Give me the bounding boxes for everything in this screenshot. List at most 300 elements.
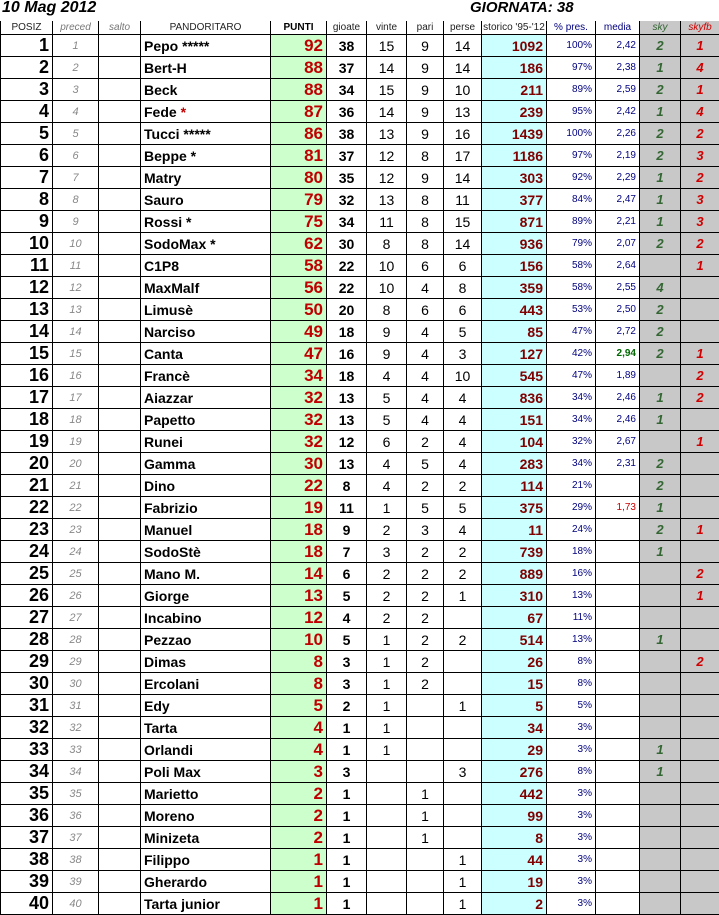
player-name-cell-value: Limusè xyxy=(144,302,193,318)
table-row xyxy=(1,145,719,167)
rank-cell xyxy=(1,123,53,145)
presence-cell xyxy=(547,255,596,277)
history-cell-value: 151 xyxy=(520,412,543,428)
presence-cell-value: 84% xyxy=(572,194,592,205)
skyfb-cell xyxy=(681,123,719,145)
skyfb-cell-value: 2 xyxy=(696,126,703,141)
skyfb-cell xyxy=(681,893,719,915)
history-cell-value: 29 xyxy=(527,742,543,758)
player-name-cell-value: Dino xyxy=(144,478,175,494)
jump-cell xyxy=(99,519,141,541)
presence-cell xyxy=(547,321,596,343)
played-cell xyxy=(327,321,367,343)
played-cell xyxy=(327,739,367,761)
presence-cell-value: 3% xyxy=(578,788,592,799)
history-cell-value: 442 xyxy=(520,786,543,802)
played-cell-value: 3 xyxy=(343,764,351,780)
skyfb-cell-value: 3 xyxy=(696,148,703,163)
prev-rank-cell xyxy=(53,453,99,475)
skyfb-cell xyxy=(681,299,719,321)
rank-cell-value: 26 xyxy=(29,585,49,605)
played-cell xyxy=(327,365,367,387)
jump-cell xyxy=(99,409,141,431)
average-cell xyxy=(596,497,640,519)
draws-cell-value: 2 xyxy=(421,654,429,670)
standings-table xyxy=(0,21,719,915)
skyfb-cell xyxy=(681,101,719,123)
played-cell-value: 1 xyxy=(343,874,351,890)
prev-rank-cell xyxy=(53,343,99,365)
jump-cell xyxy=(99,189,141,211)
played-cell-value: 1 xyxy=(343,786,351,802)
wins-cell-value: 5 xyxy=(383,412,391,428)
presence-cell xyxy=(547,387,596,409)
sky-cell xyxy=(640,167,681,189)
played-cell xyxy=(327,167,367,189)
draws-cell xyxy=(407,453,444,475)
skyfb-cell-value: 3 xyxy=(696,192,703,207)
presence-cell xyxy=(547,805,596,827)
sky-cell xyxy=(640,365,681,387)
average-cell-value: 2,94 xyxy=(617,348,636,359)
points-cell-value: 92 xyxy=(304,36,323,55)
wins-cell xyxy=(367,299,407,321)
rank-cell-value: 7 xyxy=(39,167,49,187)
prev-rank-cell-value: 14 xyxy=(69,326,81,338)
rank-cell xyxy=(1,453,53,475)
player-name-cell xyxy=(141,805,271,827)
played-cell-value: 35 xyxy=(339,170,355,186)
losses-cell-value: 10 xyxy=(455,368,471,384)
rank-cell xyxy=(1,805,53,827)
skyfb-cell-value: 1 xyxy=(696,346,703,361)
prev-rank-cell-value: 6 xyxy=(72,150,78,162)
points-cell xyxy=(271,453,327,475)
prev-rank-cell xyxy=(53,585,99,607)
player-name-cell-value: Rossi * xyxy=(144,214,191,230)
player-name-cell-value: Beppe * xyxy=(144,148,196,164)
prev-rank-cell-value: 18 xyxy=(69,414,81,426)
wins-cell-value: 4 xyxy=(383,478,391,494)
player-name-cell xyxy=(141,519,271,541)
wins-cell-value: 6 xyxy=(383,434,391,450)
points-cell xyxy=(271,101,327,123)
wins-cell-value: 1 xyxy=(383,654,391,670)
draws-cell xyxy=(407,365,444,387)
points-cell-value: 79 xyxy=(304,190,323,209)
average-cell-value: 2,46 xyxy=(617,414,636,425)
rank-cell-value: 2 xyxy=(39,57,49,77)
skyfb-cell xyxy=(681,409,719,431)
jump-cell xyxy=(99,475,141,497)
played-cell xyxy=(327,717,367,739)
sky-cell-value: 2 xyxy=(656,478,663,493)
player-name-cell-value: Manuel xyxy=(144,522,192,538)
points-cell-value: 58 xyxy=(304,256,323,275)
player-name-cell-value: Aiazzar xyxy=(144,390,193,406)
wins-cell-value: 13 xyxy=(379,126,395,142)
history-cell xyxy=(482,805,547,827)
played-cell-value: 1 xyxy=(343,742,351,758)
played-cell xyxy=(327,277,367,299)
player-name-cell xyxy=(141,849,271,871)
sky-cell xyxy=(640,387,681,409)
average-cell xyxy=(596,123,640,145)
col-storico: storico '95-'12 xyxy=(482,21,547,35)
rank-cell xyxy=(1,849,53,871)
history-cell-value: 239 xyxy=(520,104,543,120)
points-cell-value: 18 xyxy=(304,520,323,539)
rank-cell xyxy=(1,541,53,563)
player-name-cell-value: Pezzao xyxy=(144,632,191,648)
average-cell-value: 2,67 xyxy=(617,436,636,447)
played-cell-value: 2 xyxy=(343,698,351,714)
rank-cell xyxy=(1,277,53,299)
history-cell xyxy=(482,453,547,475)
rank-cell-value: 24 xyxy=(29,541,49,561)
rank-cell xyxy=(1,695,53,717)
jump-cell xyxy=(99,167,141,189)
wins-cell xyxy=(367,783,407,805)
losses-cell-value: 2 xyxy=(459,478,467,494)
draws-cell-value: 6 xyxy=(421,258,429,274)
player-name-cell xyxy=(141,497,271,519)
points-cell-value: 32 xyxy=(304,432,323,451)
losses-cell xyxy=(444,497,482,519)
wins-cell xyxy=(367,321,407,343)
prev-rank-cell-value: 29 xyxy=(69,656,81,668)
prev-rank-cell xyxy=(53,783,99,805)
player-name-cell-value: Mano M. xyxy=(144,566,200,582)
skyfb-cell xyxy=(681,387,719,409)
losses-cell xyxy=(444,255,482,277)
skyfb-cell xyxy=(681,233,719,255)
rank-cell xyxy=(1,57,53,79)
player-name-cell-value: C1P8 xyxy=(144,258,179,274)
presence-cell xyxy=(547,871,596,893)
points-cell xyxy=(271,673,327,695)
losses-cell-value: 14 xyxy=(455,236,471,252)
average-cell-value: 2,47 xyxy=(617,194,636,205)
sky-cell xyxy=(640,453,681,475)
average-cell xyxy=(596,893,640,915)
points-cell xyxy=(271,123,327,145)
player-name-cell-value: Moreno xyxy=(144,808,195,824)
history-cell-value: 26 xyxy=(527,654,543,670)
jump-cell xyxy=(99,629,141,651)
wins-cell-value: 14 xyxy=(379,60,395,76)
presence-cell-value: 3% xyxy=(578,722,592,733)
draws-cell xyxy=(407,651,444,673)
history-cell xyxy=(482,145,547,167)
played-cell xyxy=(327,849,367,871)
skyfb-cell xyxy=(681,343,719,365)
played-cell-value: 32 xyxy=(339,192,355,208)
jump-cell xyxy=(99,739,141,761)
sky-cell xyxy=(640,651,681,673)
rank-cell xyxy=(1,871,53,893)
draws-cell-value: 4 xyxy=(421,390,429,406)
losses-cell xyxy=(444,519,482,541)
prev-rank-cell xyxy=(53,651,99,673)
skyfb-cell xyxy=(681,79,719,101)
rank-cell xyxy=(1,739,53,761)
prev-rank-cell-value: 33 xyxy=(69,744,81,756)
average-cell xyxy=(596,563,640,585)
jump-cell xyxy=(99,893,141,915)
wins-cell xyxy=(367,145,407,167)
col-pres: % pres. xyxy=(547,21,596,35)
player-name-cell xyxy=(141,475,271,497)
col-skyfb: skyfb xyxy=(681,21,719,35)
played-cell xyxy=(327,299,367,321)
draws-cell-value: 9 xyxy=(421,38,429,54)
wins-cell-value: 10 xyxy=(379,280,395,296)
history-cell-value: 11 xyxy=(528,522,543,538)
prev-rank-cell xyxy=(53,365,99,387)
average-cell xyxy=(596,519,640,541)
wins-cell-value: 15 xyxy=(379,82,395,98)
jump-cell xyxy=(99,497,141,519)
prev-rank-cell-value: 37 xyxy=(69,832,81,844)
average-cell-value: 2,72 xyxy=(617,326,636,337)
table-row xyxy=(1,35,719,57)
played-cell-value: 18 xyxy=(339,324,355,340)
played-cell xyxy=(327,387,367,409)
wins-cell xyxy=(367,387,407,409)
jump-cell xyxy=(99,277,141,299)
sky-cell xyxy=(640,79,681,101)
prev-rank-cell-value: 31 xyxy=(69,700,81,712)
points-cell-value: 14 xyxy=(304,564,323,583)
points-cell xyxy=(271,409,327,431)
sky-cell xyxy=(640,299,681,321)
jump-cell xyxy=(99,827,141,849)
draws-cell-value: 9 xyxy=(421,104,429,120)
played-cell xyxy=(327,541,367,563)
played-cell xyxy=(327,651,367,673)
draws-cell-value: 2 xyxy=(421,610,429,626)
prev-rank-cell-value: 22 xyxy=(69,502,81,514)
history-cell-value: 1186 xyxy=(513,148,543,164)
prev-rank-cell-value: 7 xyxy=(72,172,78,184)
rank-cell-value: 25 xyxy=(29,563,49,583)
skyfb-cell xyxy=(681,321,719,343)
rank-cell-value: 12 xyxy=(29,277,49,297)
rank-cell xyxy=(1,783,53,805)
draws-cell xyxy=(407,409,444,431)
prev-rank-cell xyxy=(53,695,99,717)
rank-cell-value: 19 xyxy=(29,431,49,451)
played-cell xyxy=(327,519,367,541)
rank-cell-value: 20 xyxy=(29,453,49,473)
wins-cell xyxy=(367,519,407,541)
average-cell xyxy=(596,409,640,431)
points-cell xyxy=(271,761,327,783)
rank-cell-value: 38 xyxy=(29,849,49,869)
history-cell xyxy=(482,761,547,783)
prev-rank-cell-value: 16 xyxy=(69,370,81,382)
jump-cell xyxy=(99,79,141,101)
draws-cell xyxy=(407,541,444,563)
skyfb-cell xyxy=(681,497,719,519)
rank-cell xyxy=(1,321,53,343)
prev-rank-cell xyxy=(53,497,99,519)
average-cell xyxy=(596,101,640,123)
table-row xyxy=(1,783,719,805)
rank-cell-value: 40 xyxy=(29,893,49,913)
player-name-cell-value: Edy xyxy=(144,698,170,714)
player-name-cell xyxy=(141,871,271,893)
prev-rank-cell-value: 38 xyxy=(69,854,81,866)
prev-rank-cell xyxy=(53,211,99,233)
table-row xyxy=(1,431,719,453)
skyfb-cell xyxy=(681,673,719,695)
history-cell xyxy=(482,541,547,563)
player-name-cell-value: Filippo xyxy=(144,852,190,868)
played-cell xyxy=(327,101,367,123)
losses-cell xyxy=(444,849,482,871)
history-cell xyxy=(482,607,547,629)
sky-cell xyxy=(640,739,681,761)
history-cell xyxy=(482,321,547,343)
table-row xyxy=(1,607,719,629)
presence-cell-value: 97% xyxy=(572,150,592,161)
date-label: 10 Mag 2012 xyxy=(2,0,96,17)
wins-cell-value: 1 xyxy=(383,742,391,758)
player-name-cell xyxy=(141,343,271,365)
skyfb-cell xyxy=(681,255,719,277)
sky-cell xyxy=(640,211,681,233)
history-cell-value: 8 xyxy=(535,830,543,846)
rank-cell-value: 36 xyxy=(29,805,49,825)
rank-cell xyxy=(1,211,53,233)
presence-cell xyxy=(547,343,596,365)
presence-cell xyxy=(547,893,596,915)
presence-cell xyxy=(547,497,596,519)
draws-cell xyxy=(407,717,444,739)
col-punti: PUNTI xyxy=(271,21,327,35)
prev-rank-cell xyxy=(53,673,99,695)
table-row xyxy=(1,409,719,431)
skyfb-cell-value: 2 xyxy=(696,170,703,185)
presence-cell-value: 47% xyxy=(572,370,592,381)
presence-cell-value: 8% xyxy=(578,766,592,777)
table-row xyxy=(1,761,719,783)
average-cell xyxy=(596,629,640,651)
losses-cell xyxy=(444,475,482,497)
sky-cell-value: 1 xyxy=(656,104,663,119)
points-cell-value: 87 xyxy=(304,102,323,121)
played-cell xyxy=(327,695,367,717)
played-cell xyxy=(327,211,367,233)
played-cell xyxy=(327,409,367,431)
rank-cell xyxy=(1,101,53,123)
played-cell xyxy=(327,57,367,79)
prev-rank-cell xyxy=(53,563,99,585)
rank-cell-value: 16 xyxy=(29,365,49,385)
points-cell xyxy=(271,519,327,541)
presence-cell xyxy=(547,35,596,57)
wins-cell-value: 1 xyxy=(383,676,391,692)
losses-cell xyxy=(444,629,482,651)
skyfb-cell xyxy=(681,431,719,453)
presence-cell xyxy=(547,211,596,233)
jump-cell xyxy=(99,255,141,277)
rank-cell-value: 29 xyxy=(29,651,49,671)
sky-cell xyxy=(640,497,681,519)
history-cell-value: 99 xyxy=(527,808,543,824)
presence-cell-value: 100% xyxy=(566,40,592,51)
skyfb-cell xyxy=(681,563,719,585)
points-cell-value: 30 xyxy=(304,454,323,473)
jump-cell xyxy=(99,35,141,57)
skyfb-cell-value: 1 xyxy=(696,38,703,53)
played-cell-value: 38 xyxy=(339,38,355,54)
presence-cell-value: 89% xyxy=(572,84,592,95)
wins-cell xyxy=(367,255,407,277)
skyfb-cell xyxy=(681,827,719,849)
wins-cell xyxy=(367,365,407,387)
rank-cell-value: 1 xyxy=(39,35,49,55)
average-cell xyxy=(596,651,640,673)
wins-cell xyxy=(367,827,407,849)
average-cell xyxy=(596,321,640,343)
history-cell-value: 514 xyxy=(520,632,543,648)
presence-cell xyxy=(547,629,596,651)
losses-cell xyxy=(444,805,482,827)
points-cell xyxy=(271,827,327,849)
presence-cell-value: 89% xyxy=(572,216,592,227)
points-cell-value: 18 xyxy=(304,542,323,561)
draws-cell xyxy=(407,629,444,651)
points-cell xyxy=(271,607,327,629)
presence-cell xyxy=(547,695,596,717)
losses-cell-value: 4 xyxy=(459,390,467,406)
history-cell xyxy=(482,343,547,365)
history-cell-value: 44 xyxy=(527,852,543,868)
wins-cell xyxy=(367,585,407,607)
wins-cell-value: 9 xyxy=(383,346,391,362)
history-cell xyxy=(482,255,547,277)
prev-rank-cell-value: 28 xyxy=(69,634,81,646)
points-cell xyxy=(271,321,327,343)
sky-cell xyxy=(640,805,681,827)
losses-cell-value: 1 xyxy=(459,588,467,604)
history-cell xyxy=(482,123,547,145)
skyfb-cell xyxy=(681,871,719,893)
points-cell xyxy=(271,255,327,277)
player-name-cell xyxy=(141,563,271,585)
draws-cell-value: 2 xyxy=(421,632,429,648)
table-row xyxy=(1,651,719,673)
sky-cell-value: 1 xyxy=(656,412,663,427)
skyfb-cell-value: 2 xyxy=(696,236,703,251)
draws-cell-value: 5 xyxy=(421,456,429,472)
player-name-cell xyxy=(141,57,271,79)
player-name-cell-value: Marietto xyxy=(144,786,198,802)
history-cell-value: 114 xyxy=(520,478,543,494)
draws-cell-value: 4 xyxy=(421,412,429,428)
losses-cell xyxy=(444,101,482,123)
points-cell-value: 88 xyxy=(304,80,323,99)
table-row xyxy=(1,365,719,387)
wins-cell xyxy=(367,893,407,915)
jump-cell xyxy=(99,343,141,365)
average-cell-value: 2,29 xyxy=(617,172,636,183)
player-name-cell-value: Dimas xyxy=(144,654,186,670)
player-name-cell xyxy=(141,255,271,277)
